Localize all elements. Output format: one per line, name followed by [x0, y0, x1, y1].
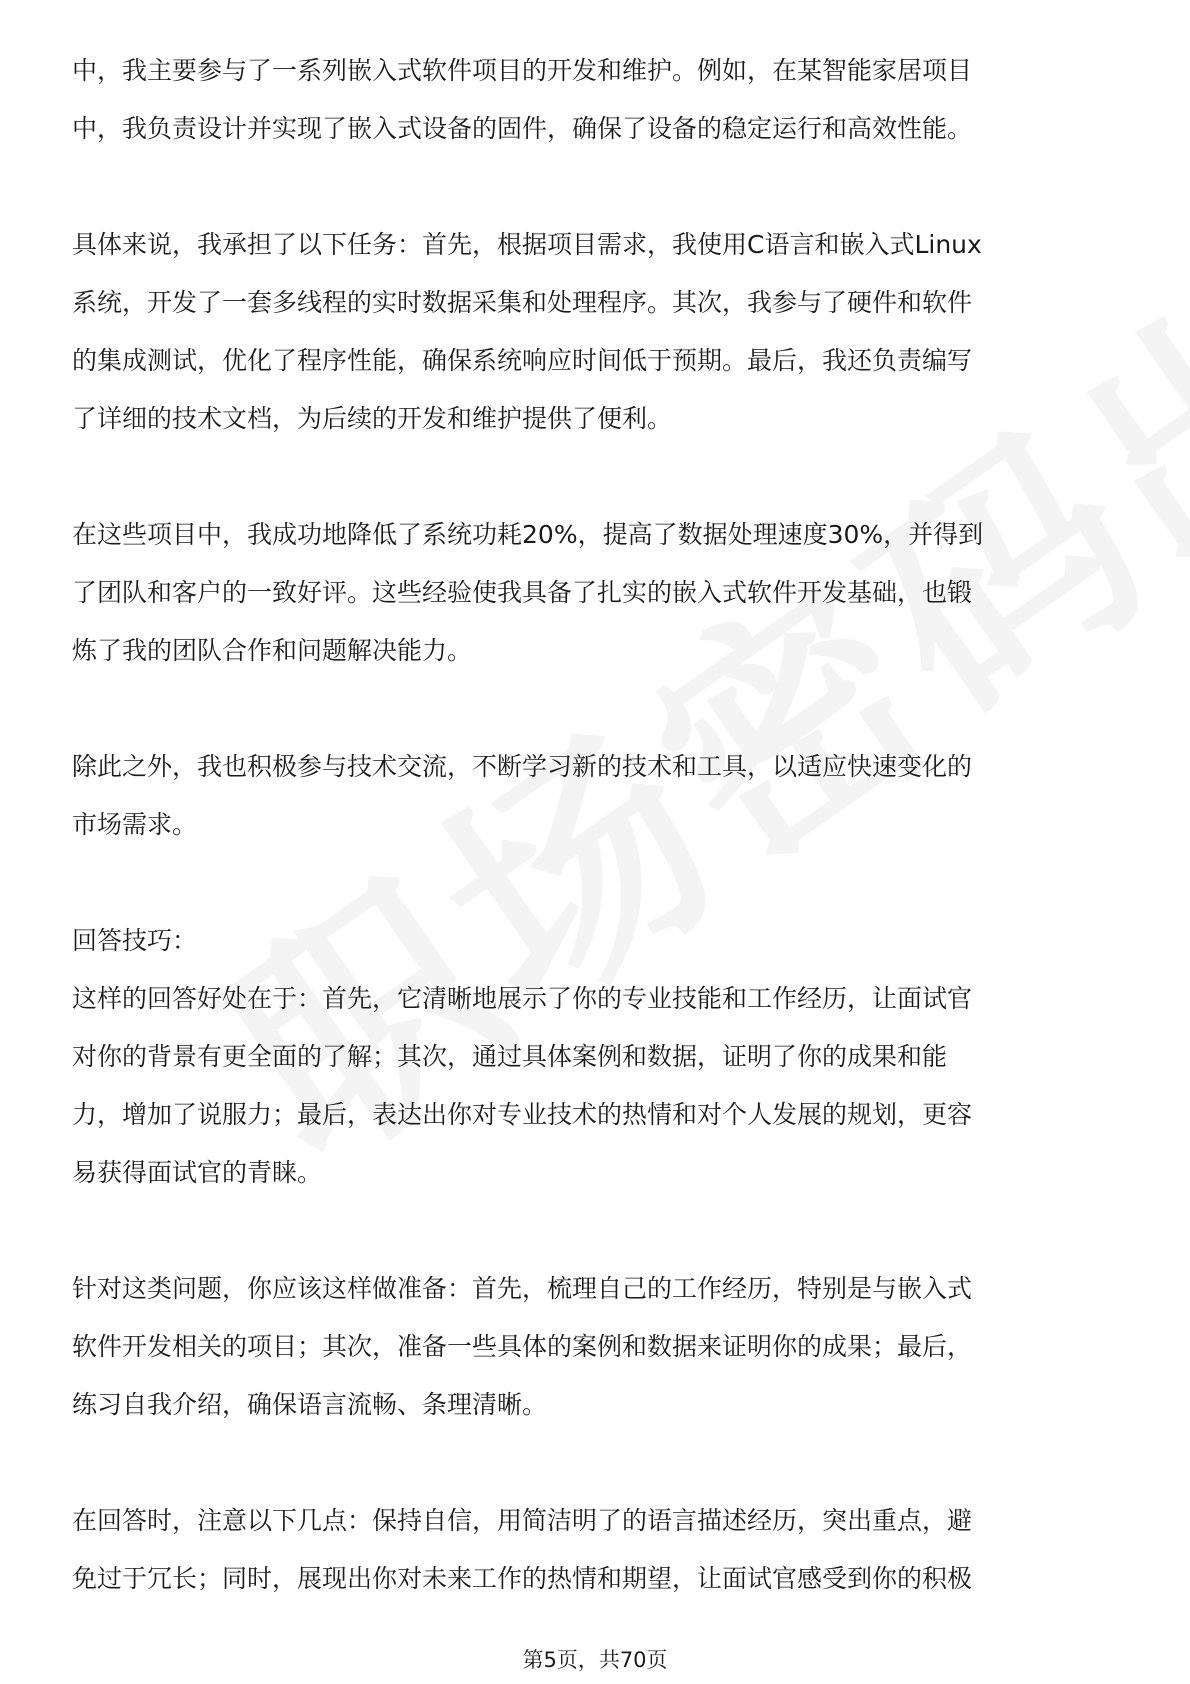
- text-line: 除此之外，我也积极参与技术交流，不断学习新的技术和工具，以适应快速变化的: [72, 752, 973, 781]
- document-body: [72, 42, 1122, 1608]
- text-line: 这样的回答好处在于：首先，它清晰地展示了你的专业技能和工作经历，让面试官: [72, 984, 973, 1013]
- text-line: 具体来说，我承担了以下任务：首先，根据项目需求，我使用C语言和嵌入式Linux: [72, 230, 982, 259]
- text-line: 中，我负责设计并实现了嵌入式设备的固件，确保了设备的稳定运行和高效性能。: [72, 114, 973, 143]
- text-line: 易获得面试官的青睐。: [72, 1158, 323, 1187]
- text-line: 了详细的技术文档，为后续的开发和维护提供了便利。: [72, 404, 673, 433]
- text-line: 免过于冗长；同时，展现出你对未来工作的热情和期望，让面试官感受到你的积极: [72, 1564, 973, 1593]
- text-line: 系统，开发了一套多线程的实时数据采集和处理程序。其次，我参与了硬件和软件: [72, 288, 973, 317]
- section-heading: 回答技巧：: [72, 926, 198, 955]
- paragraph-3: [72, 506, 1122, 680]
- text-line: 在这些项目中，我成功地降低了系统功耗20%，提高了数据处理速度30%，并得到: [72, 520, 984, 549]
- text-line: 对你的背景有更全面的了解；其次，通过具体案例和数据，证明了你的成果和能: [72, 1042, 948, 1071]
- paragraph-6: [72, 1260, 1122, 1434]
- text-line: 针对这类问题，你应该这样做准备：首先，梳理自己的工作经历，特别是与嵌入式: [72, 1274, 973, 1303]
- text-line: 在回答时，注意以下几点：保持自信，用简洁明了的语言描述经历，突出重点，避: [72, 1506, 973, 1535]
- page-number: 第5页，共70页: [522, 1648, 668, 1672]
- text-line: 软件开发相关的项目；其次，准备一些具体的案例和数据来证明你的成果；最后，: [72, 1332, 973, 1361]
- paragraph-1: [72, 42, 1122, 158]
- paragraph-7: [72, 1492, 1122, 1608]
- text-line: 力，增加了说服力；最后，表达出你对专业技术的热情和对个人发展的规划，更容: [72, 1100, 973, 1129]
- text-line: 市场需求。: [72, 810, 198, 839]
- paragraph-5: [72, 912, 1122, 1202]
- paragraph-4: [72, 738, 1122, 854]
- paragraph-2: [72, 216, 1122, 448]
- text-line: 了团队和客户的一致好评。这些经验使我具备了扎实的嵌入式软件开发基础，也锻: [72, 578, 973, 607]
- text-line: 的集成测试，优化了程序性能，确保系统响应时间低于预期。最后，我还负责编写: [72, 346, 973, 375]
- text-line: 练习自我介绍，确保语言流畅、条理清晰。: [72, 1390, 548, 1419]
- text-line: 中，我主要参与了一系列嵌入式软件项目的开发和维护。例如，在某智能家居项目: [72, 56, 973, 85]
- text-line: 炼了我的团队合作和问题解决能力。: [72, 636, 473, 665]
